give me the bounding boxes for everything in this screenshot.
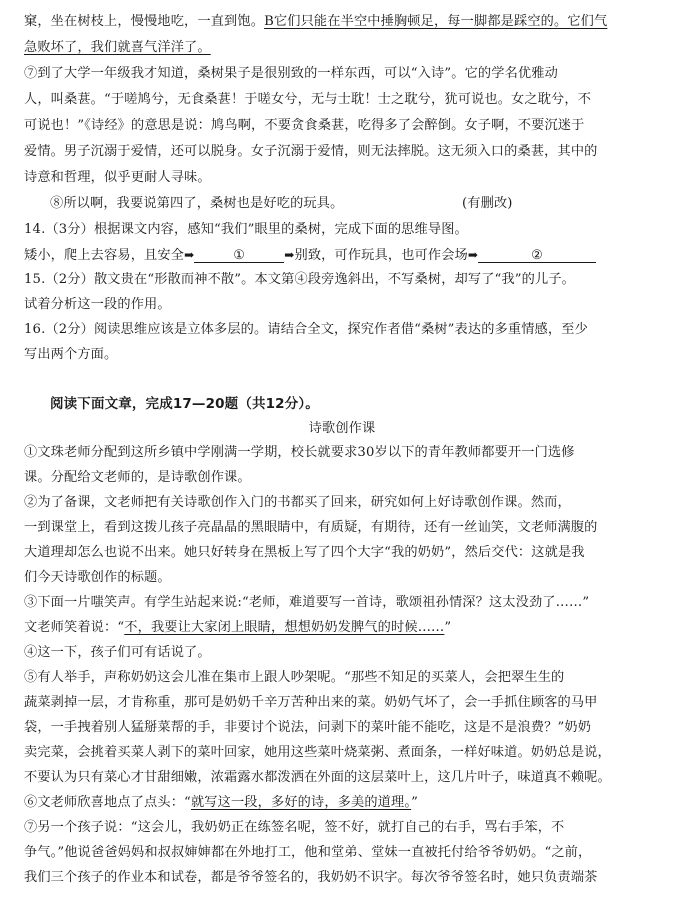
paragraph-7-line: 诗意和哲理，似乎更耐人寻味。 xyxy=(24,170,211,185)
paragraph-7-line: 可说也！”《诗经》的意思是说：鸠鸟啊，不要贪食桑葚，吃得多了会醉倒。女子啊，不要沉迷于 xyxy=(24,118,585,133)
question-15-line: 试着分析这一段的作用。 xyxy=(24,297,171,312)
article-paragraph-line: 袋，一手拽着别人猛掰菜帮的手，非要讨个说法，问剥下的菜叶能不能吃，这是不是浪费？”奶奶 xyxy=(24,720,592,735)
paragraph-8: ⑧所以啊，我要说第四了，桑树也是好吃的玩具。 xyxy=(50,196,344,211)
article-paragraph-line: 不要认为只有菜心才甘甜细嫩，浓霜露水都泼洒在外面的这层菜叶上，这几片叶子，味道真不赖呢。 xyxy=(24,770,611,785)
article-title: 诗歌创作课 xyxy=(308,421,376,436)
text-span: ” xyxy=(411,795,418,810)
blank-label: ② xyxy=(531,248,544,263)
passage-line xyxy=(24,13,607,31)
underlined-sentence: 就写这一段，多好的诗，多美的道理。 xyxy=(190,795,412,810)
text-span: ⑥文老师欣喜地点了点头：“ xyxy=(24,795,191,810)
answer-blank-2[interactable] xyxy=(478,247,596,263)
article-paragraph-line: ③下面一片嗤笑声。有学生站起来说:“老师，难道要写一首诗，歌颂祖孙情深？这太没劲了……” xyxy=(24,595,590,610)
article-paragraph-line: 大道理却怎么也说不出来。她只好转身在黑板上写了四个大字“我的奶奶”，然后交代：这就是我 xyxy=(24,545,585,560)
question-16-line: 16.（2分）阅读思维应该是立体多层的。请结合全文，探究作者借“桑树”表达的多重情感，至少 xyxy=(24,322,588,337)
article-paragraph-line: ⑦另一个孩子说：“这会儿，我奶奶正在练签名呢，签不好，就打自己的右手，骂右手笨，不 xyxy=(24,820,565,835)
article-paragraph-line: ④这一下，孩子们可有话说了。 xyxy=(24,645,211,660)
article-paragraph-line: 一到课堂上，看到这拨儿孩子亮晶晶的黑眼睛中，有质疑，有期待，还有一丝讪笑，文老师满腹的 xyxy=(24,520,598,535)
article-paragraph-line: 卖完菜，会挑着买菜人剥下的菜叶回家，她用这些菜叶烧菜粥、煮面条，一样好味道。奶奶总是说， xyxy=(24,745,611,760)
article-paragraph-line: 我们三个孩子的作业本和试卷，都是爷爷签名的，我奶奶不识字。每次爷爷签名时，她只负责端茶 xyxy=(24,870,598,885)
text-span: 文老师笑着说：“ xyxy=(24,620,125,635)
text-span: 窠，坐在树枝上，慢慢地吃，一直到饱。 xyxy=(24,14,265,29)
answer-blank-1[interactable] xyxy=(194,247,284,263)
article-paragraph-line xyxy=(24,794,418,812)
article-paragraph-line: 们今天诗歌创作的标题。 xyxy=(24,570,171,585)
paragraph-7-line: ⑦到了大学一年级我才知道，桑树果子是很别致的一样东西，可以“入诗”。它的学名优雅动 xyxy=(24,66,558,81)
question-15-line: 15.（2分）散文贵在“形散而神不散”。本文第④段旁逸斜出，不写桑树，却写了“我”的儿子。 xyxy=(24,272,576,287)
passage-line xyxy=(24,39,211,57)
question-16-line: 写出两个方面。 xyxy=(24,347,118,362)
article-paragraph-line: ②为了备课，文老师把有关诗歌创作入门的书都买了回来，研究如何上好诗歌创作课。然而， xyxy=(24,495,571,510)
article-paragraph-line: 课。分配给文老师的，是诗歌创作课。 xyxy=(24,470,251,485)
article-paragraph-line: ①文珠老师分配到这所乡镇中学刚满一学期，校长就要求30岁以下的青年教师都要开一门选修 xyxy=(24,445,575,460)
mindmap-node: 别致，可作玩具，也可作会场 xyxy=(294,248,468,263)
source-note: (有删改) xyxy=(462,196,513,211)
text-span: ” xyxy=(444,620,452,635)
article-paragraph-line xyxy=(24,619,451,637)
article-paragraph-line: 蔬菜剥掉一层，才肯称重，那可是奶奶千辛万苦种出来的菜。奶奶气坏了，会一手抓住顾客的马甲 xyxy=(24,695,598,710)
mindmap-row xyxy=(24,246,596,265)
underlined-sentence: 急败坏了，我们就喜气洋洋了。 xyxy=(24,40,211,55)
underlined-sentence: 不，我要让大家闭上眼睛，想想奶奶发脾气的时候…… xyxy=(124,620,445,635)
arrow-icon: ➡ xyxy=(467,248,479,262)
section-heading: 阅读下面文章，完成17—20题（共12分）。 xyxy=(50,396,319,412)
underlined-sentence: B它们只能在半空中捶胸顿足，每一脚都是踩空的。它们气 xyxy=(264,14,608,29)
arrow-icon: ➡ xyxy=(284,248,295,262)
article-paragraph-line: 争气。”他说爸爸妈妈和叔叔婶婶都在外地打工，他和堂弟、堂妹一直被托付给爷爷奶奶。“之前， xyxy=(24,845,592,860)
mindmap-node: 矮小，爬上去容易，且安全 xyxy=(24,248,185,263)
question-14: 14.（3分）根据课文内容，感知“我们”眼里的桑树，完成下面的思维导图。 xyxy=(24,222,468,237)
blank-label: ① xyxy=(233,248,246,263)
article-paragraph-line: ⑤有人举手，声称奶奶这会儿准在集市上跟人吵架呢。“那些不知足的买菜人，会把翠生生的 xyxy=(24,670,565,685)
arrow-icon: ➡ xyxy=(184,248,195,262)
paragraph-7-line: 人，叫桑葚。“于嗟鸠兮，无食桑葚！于嗟女兮，无与士耽！士之耽兮，犹可说也。女之耽兮，不 xyxy=(24,92,592,107)
paragraph-7-line: 爱情。男子沉溺于爱情，还可以脱身。女子沉溺于爱情，则无法摔脱。这无须入口的桑葚，其中的 xyxy=(24,144,598,159)
